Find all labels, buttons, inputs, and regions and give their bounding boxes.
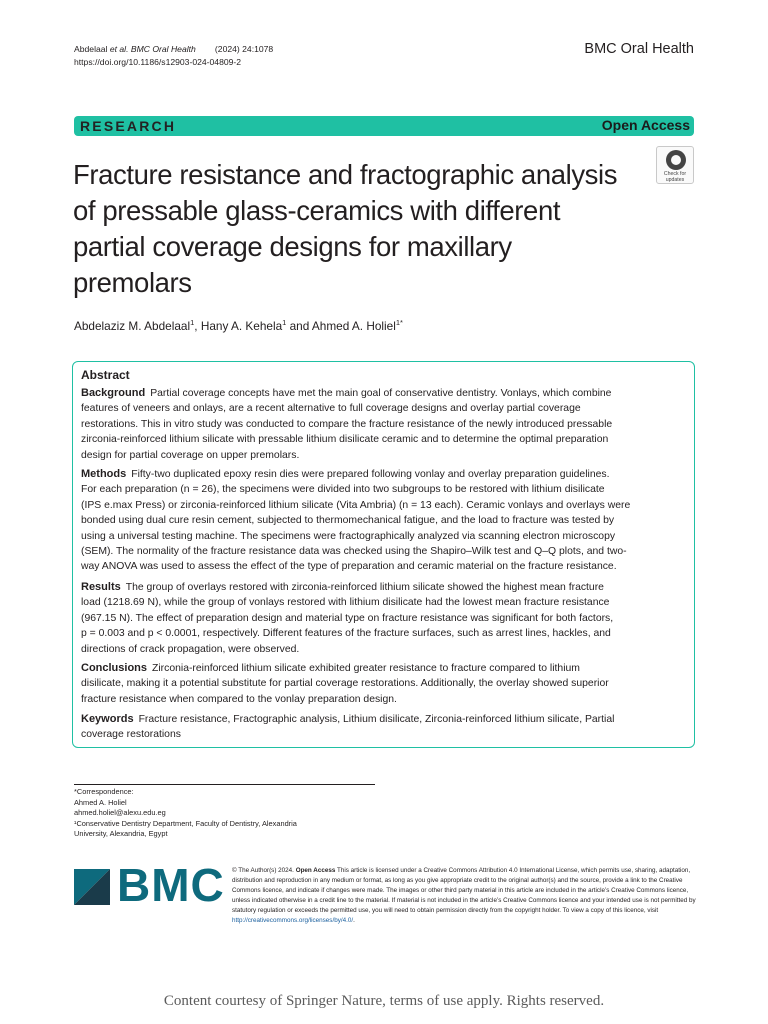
check-for-updates-label: Check for updates [663, 171, 687, 183]
citation-year: (2024) 24:1078 [214, 44, 274, 54]
conclusions-label: Conclusions [81, 662, 148, 674]
article-title [73, 157, 643, 301]
abstract-methods: Methods Fifty-two duplicated epoxy resin dies were prepared following vonlay and overlay preparation guidelines. For each preparation (n = 26), the specimens were divided into two subgroups to be restored with lithium disilicate (IPS e.max Press) or zirconia-reinforced lithium silicate (Vita Ambria) (n = 13 each). Ceramic vonlays and overlays were bonded using dual cure resin cement, subjected to thermomechanical fatigue, and the load to fracture was tested by using a universal testing machine. The specimens were fractographically analyzed via scanning electron microscopy (SEM). The normality of the fracture resistance data was checked using the Shapiro–Wilk test and Q–Q plots, and two- way ANOVA was used to assess the effect of the type of preparation and ceramic material on the fracture resistance. [81, 468, 631, 573]
abstract-background: Background Partial coverage concepts have met the main goal of conservative dentistry. Vonlays, which combine features of veneers and onlays, are a recent alternative to full coverage designs and overlay partial coverage restorations. This in vitro study was conducted to compare the fracture resistance of the newly introduced pressable zirconia-reinforced lithium silicate with pressable lithium disilicate ceramic and to determine the optimal preparation design for partial coverage on upper premolars. [81, 387, 613, 461]
abstract-keywords: Keywords Fracture resistance, Fractographic analysis, Lithium disilicate, Zirconia-reinforced lithium silicate, Partial coverage restorations [81, 713, 615, 741]
affiliation-line: ¹Conservative Dentistry Department, Faculty of Dentistry, Alexandria [74, 818, 297, 828]
correspondence-email[interactable]: ahmed.holiel@alexu.edu.eg [74, 808, 166, 818]
title-line: partial coverage designs for maxillary [73, 231, 512, 262]
license-link[interactable]: http://creativecommons.org/licenses/by/4.0/ [232, 916, 354, 924]
keywords-label: Keywords [81, 713, 134, 725]
journal-name: BMC Oral Health [584, 41, 694, 57]
abstract-conclusions: Conclusions Zirconia-reinforced lithium silicate exhibited greater resistance to fracture compared to lithium disilicate, making it a potential substitute for partial coverage restorations. Additionally, the overlay showed superior fracture resistance when compared to the vonlay preparation design. [81, 662, 609, 705]
background-label: Background [81, 387, 146, 399]
footnote-divider [74, 784, 375, 785]
results-label: Results [81, 581, 121, 593]
author-list: Abdelaziz M. Abdelaal$^1$, Hany A. Kehela$^1$ and Ahmed A. Holiel$^{1*}$ [74, 318, 403, 333]
check-for-updates-button[interactable] [656, 146, 694, 184]
title-line: of pressable glass-ceramics with different [73, 195, 561, 226]
correspondence-name: Ahmed A. Holiel [74, 797, 127, 807]
bmc-logo-text: BMC [117, 859, 225, 911]
license-notice: © The Author(s) 2024. Open Access This article is licensed under a Creative Commons Attribution 4.0 International License, which permits use, sharing, adaptation, distribution and reproduction in any medium or format, as long as you give appropriate credit to the original author(s) and the source, provide a link to the Creative Commons licence, and indicate if changes were made. The images or other third party material in this article are included in the article’s Creative Commons licence, unless indicated otherwise in a credit line to the material. If material is not included in the article’s Creative Commons licence and your intended use is not permitted by statutory regulation or exceeds the permitted use, you will need to obtain permission directly from the copyright holder. To view a copy of this licence, visit http://creativecommons.org/licenses/by/4.0/. [232, 867, 696, 924]
methods-label: Methods [81, 468, 127, 480]
doi-link[interactable]: https://doi.org/10.1186/s12903-024-04809-2 [74, 57, 242, 67]
citation-journal: et al. BMC Oral Health [107, 44, 196, 54]
abstract-heading: Abstract [81, 368, 130, 382]
article-type-label: RESEARCH [80, 118, 177, 134]
correspondence-label: *Correspondence: [74, 787, 134, 796]
title-line: premolars [73, 267, 192, 298]
author-affiliation: 1* [395, 318, 403, 327]
author-affiliation: 1 [190, 318, 195, 327]
affiliation-line: University, Alexandria, Egypt [74, 829, 168, 839]
check-for-updates-icon [666, 150, 686, 170]
title-line: Fracture resistance and fractographic analysis [73, 159, 618, 190]
abstract-results: Results The group of overlays restored with zirconia-reinforced lithium silicate showed the highest mean fracture load (1218.69 N), while the group of vonlays restored with lithium disilicate had the lowest mean fracture resistance (967.15 N). The effect of preparation design and material type on fracture resistance was significant for both factors, p = 0.003 and p < 0.0001, respectively. Different features of the fracture surfaces, such as arrest lines, hackles, and directions of crack propagation, were observed. [81, 581, 614, 655]
citation-line [74, 43, 273, 56]
author-affiliation: 1 [282, 318, 287, 327]
author-name[interactable]: Abdelaziz M. Abdelaal [74, 318, 191, 333]
footnotes [74, 787, 297, 840]
citation-header [74, 43, 273, 69]
citation-authors: Abdelaal [74, 44, 108, 54]
author-name[interactable]: Ahmed A. Holiel [311, 318, 396, 333]
license-open-access: Open Access [295, 867, 336, 874]
open-access-label: Open Access [601, 117, 690, 133]
courtesy-notice: Content courtesy of Springer Nature, terms of use apply. Rights reserved. [163, 993, 605, 1009]
author-name[interactable]: Hany A. Kehela [200, 318, 283, 333]
research-banner [74, 116, 694, 136]
